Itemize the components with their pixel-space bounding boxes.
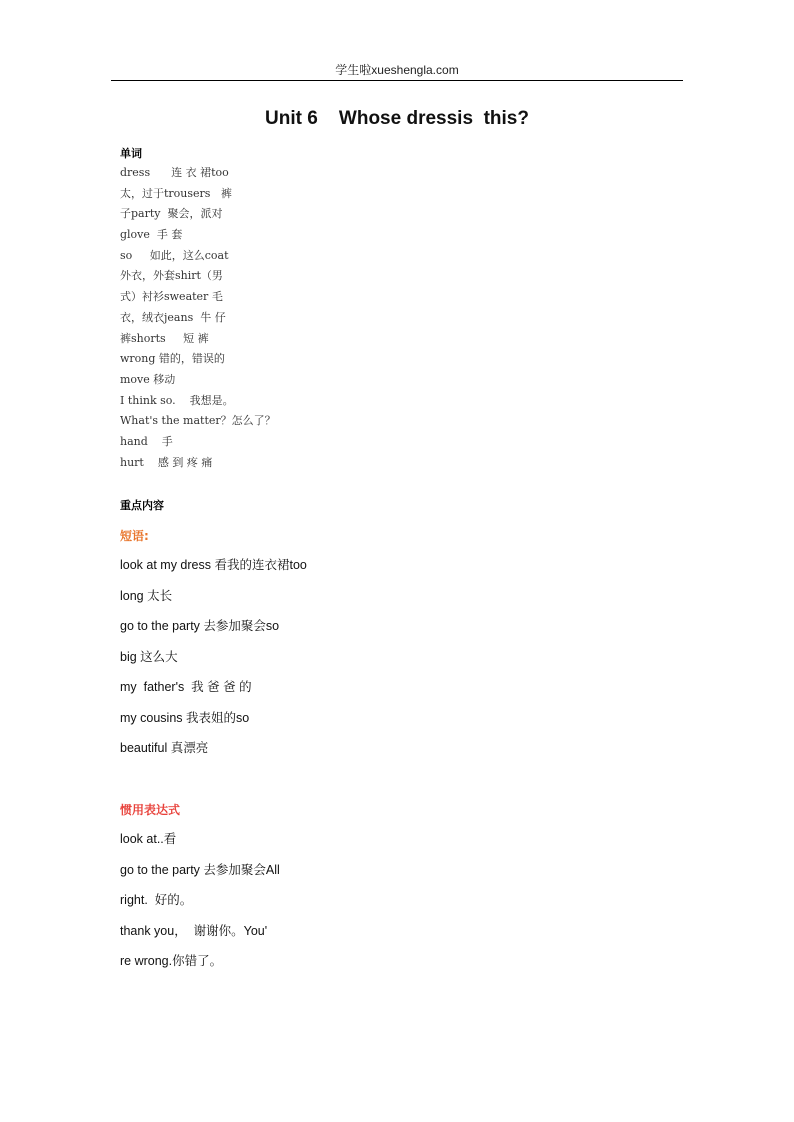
vocabulary-line: glove 手 套 (120, 228, 183, 242)
vocabulary-heading: 单词 (120, 147, 142, 160)
page-title: Unit 6 Whose dressis this? (265, 108, 529, 129)
key-content-heading: 重点内容 (120, 499, 164, 512)
phrases-list (120, 557, 307, 771)
vocabulary-line: dress 连 衣 裙too (120, 166, 229, 179)
vocabulary-line: 太，过于trousers 裤 (120, 186, 232, 200)
vocabulary-line: 式）衬衫sweater 毛 (120, 290, 223, 304)
vocabulary-line: I think so. 我想是。 (120, 393, 234, 407)
vocabulary-line: wrong 错的，错误的 (120, 352, 225, 366)
phrase-item: look at my dress 看我的连衣裙too (120, 558, 307, 572)
vocabulary-line: so 如此，这么coat (120, 248, 229, 262)
expressions-list (120, 831, 280, 984)
phrase-item: long 太长 (120, 588, 173, 603)
phrase-item: my father's 我 爸 爸 的 (120, 680, 252, 694)
vocabulary-line: 衣，绒衣jeans 牛 仔 (120, 310, 226, 324)
vocabulary-line: hand 手 (120, 434, 173, 448)
phrase-item: go to the party 去参加聚会so (120, 619, 280, 633)
vocabulary-line: 子party 聚会，派对 (120, 207, 223, 221)
phrases-heading: 短语: (120, 529, 149, 543)
vocabulary-line: What's the matter？怎么了？ (120, 414, 276, 428)
phrase-item: big 这么大 (120, 649, 178, 664)
expression-item: right. 好的。 (120, 893, 193, 907)
vocabulary-line: hurt 感 到 疼 痛 (120, 455, 213, 469)
expression-item: re wrong.你错了。 (120, 954, 223, 968)
vocabulary-line: move 移动 (120, 372, 176, 386)
header-site: 学生啦xueshengla.com (335, 63, 459, 77)
phrase-item: my cousins 我表姐的so (120, 710, 250, 725)
expressions-heading: 惯用表达式 (120, 803, 181, 817)
phrase-item: beautiful 真漂亮 (120, 741, 209, 755)
expression-item: look at..看 (120, 832, 177, 846)
header-divider (111, 80, 683, 81)
expression-item: thank you， 谢谢你。You' (120, 923, 268, 938)
expression-item: go to the party 去参加聚会All (120, 862, 280, 877)
vocabulary-line: 裤shorts 短 裤 (120, 331, 209, 345)
vocabulary-line: 外衣，外套shirt（男 (120, 269, 223, 283)
vocabulary-list (120, 166, 276, 476)
